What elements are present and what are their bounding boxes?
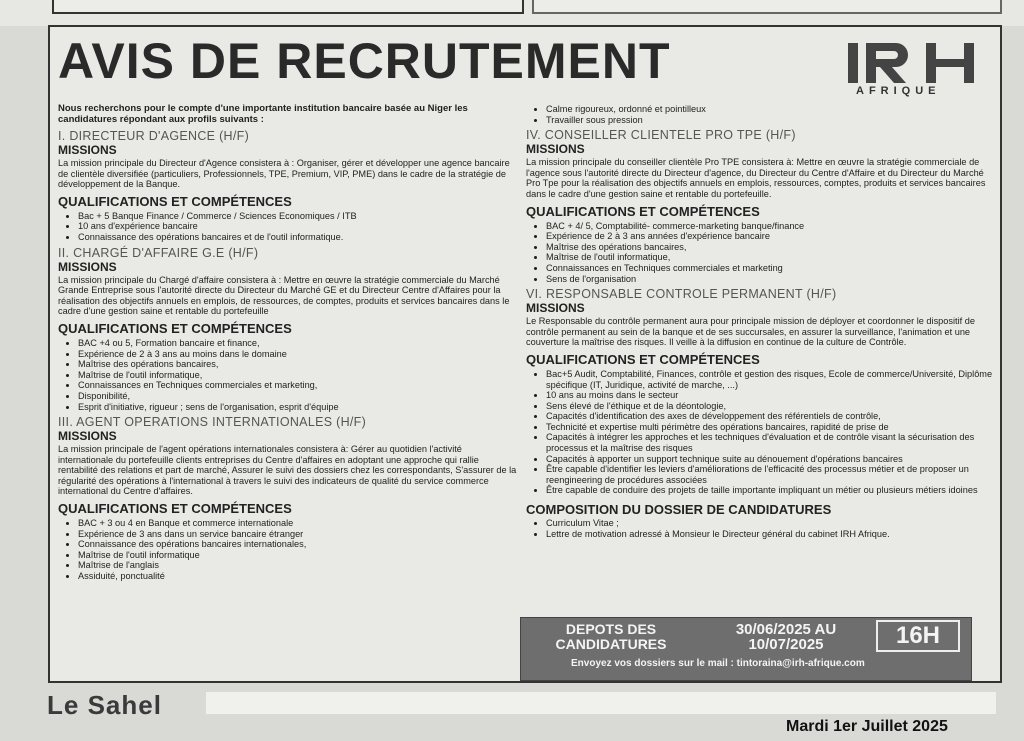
missions-text: La mission principale du Chargé d'affaire consistera à : Mettre en œuvre la stratégie commerciale du Marché Grande Entreprise sous l'autorité directe du Directeur du Marché GE et du Directeur Centre d'Affaires pour la réalisation des objectifs annuels en emplois, de ressources, de comptes, produits et services bancaires dans le cadre d'une gestion saine et rentable du portefeuille [58, 274, 510, 317]
deposit-banner [520, 617, 972, 681]
adjacent-ad-box-left [52, 0, 524, 14]
list-item: • Maîtrise de l'outil informatique, [546, 252, 996, 263]
qualifications-list [58, 518, 518, 582]
missions-heading: MISSIONS [58, 259, 117, 274]
list-item: • Maîtrise de l'outil informatique [78, 550, 518, 561]
deposit-label: DEPOTS DES CANDIDATURES [555, 621, 667, 652]
list-item: • Curriculum Vitae ; [546, 518, 996, 529]
list-item: • Connaissances en Techniques commerciales et marketing, [78, 380, 518, 391]
missions-heading: MISSIONS [526, 142, 585, 157]
list-item: • Capacités à intégrer les approches et les techniques d'évaluation et de contrôle visant la sécurisation des processus et la maîtrise des risques [546, 432, 996, 453]
section-responsable-controle [526, 287, 996, 496]
qualifications-heading: QUALIFICATIONS ET COMPÉTENCES [58, 320, 292, 336]
list-item: • Travailler sous pression [546, 115, 996, 126]
qualifications-heading: QUALIFICATIONS ET COMPÉTENCES [58, 193, 292, 209]
list-item: • Maîtrise des opérations bancaires, [546, 242, 996, 253]
list-item: • Sens élevé de l'éthique et de la déontologie, [546, 401, 996, 412]
list-item: • 10 ans au moins dans le secteur [546, 390, 996, 401]
list-item: • 10 ans d'expérience bancaire [78, 221, 518, 232]
composition-heading: COMPOSITION DU DOSSIER DE CANDIDATURES [526, 502, 832, 518]
list-item: • Connaissance des opérations bancaires internationales, [78, 539, 518, 550]
list-item: • Bac+5 Audit, Comptabilité, Finances, contrôle et gestion des risques, Ecole de commerce/Université, Diplôme spécifique (IT, Juridique, activité de marche, ...) [546, 369, 996, 390]
adjacent-ad-box-right [532, 0, 1002, 14]
section-charge-affaire [58, 246, 518, 413]
issue-date: Mardi 1er Juillet 2025 [786, 718, 948, 735]
list-item: • Maîtrise des opérations bancaires, [78, 359, 518, 370]
qualifications-list [58, 338, 518, 412]
qualifications-list [526, 221, 996, 285]
section-title: VI. RESPONSABLE CONTROLE PERMANENT (H/F) [526, 287, 837, 302]
list-item: • Capacités à apporter un support technique suite au dénouement d'opérations bancaires [546, 454, 996, 465]
missions-text: La mission principale de l'agent opérations internationales consistera à: Gérer au quotidien l'activité internationale du portefeuille clients entreprises du Centre d'affaires en adoptant une approche qui rallie rentabilité des relations et part de marché, Assurer le suivi des dossiers chez les correspondants, S'assurer de la régularité des opérations à l'international à travers le suivi des indicateurs de qualité du service commerce international du Centre d'affaires. [58, 444, 517, 497]
missions-text: La mission principale du conseiller clientèle Pro TPE consistera à: Mettre en œuvre la stratégie commerciale de l'agence sous l'autorité directe du Directeur d'agence, du Directeur du Centre d'Affaire et du Directeur du Marché Pro Tpe pour la réalisation des objectifs annuels en emplois, ressources, comptes, produits et services bancaires dans le cadre d'une gestion saine et rentable du portefeuille. [526, 157, 986, 199]
list-item: • Expérience de 3 ans dans un service bancaire étranger [78, 529, 518, 540]
carryover-qualifications-list [526, 104, 996, 125]
logo-subtitle: AFRIQUE [856, 85, 941, 97]
section-agent-operations [58, 415, 518, 582]
irh-logo-mark [846, 41, 996, 85]
list-item: • Disponibilité, [78, 391, 518, 402]
list-item: • BAC +4 ou 5, Formation bancaire et finance, [78, 338, 518, 349]
list-item: • Technicité et expertise multi périmètre des opérations bancaires, rapidité de prise de [546, 422, 996, 433]
intro-text: Nous recherchons pour le compte d'une importante institution bancaire basée au Niger les candidatures répondant aux profils suivants : [58, 103, 468, 125]
composition-list [526, 518, 996, 539]
section-title: IV. CONSEILLER CLIENTELE PRO TPE (H/F) [526, 128, 796, 143]
list-item: • Être capable d'identifier les leviers d'améliorations de l'efficacité des processus métier et de proposer un reengineering de procédures associées [546, 464, 996, 485]
list-item: • Maîtrise de l'anglais [78, 560, 518, 571]
section-title: I. DIRECTEUR D'AGENCE (H/F) [58, 129, 250, 143]
missions-heading: MISSIONS [58, 429, 117, 444]
list-item: • Expérience de 2 à 3 ans années d'expérience bancaire [546, 231, 996, 242]
list-item: • Connaissances en Techniques commerciales et marketing [546, 263, 996, 274]
list-item: • Bac + 5 Banque Finance / Commerce / Sciences Economiques / ITB [78, 211, 518, 222]
right-column [526, 103, 996, 542]
list-item: • BAC + 3 ou 4 en Banque et commerce internationale [78, 518, 518, 529]
list-item: • Assiduité, ponctualité [78, 571, 518, 582]
list-item: • Calme rigoureux, ordonné et pointilleux [546, 104, 996, 115]
list-item: • Expérience de 2 à 3 ans au moins dans le domaine [78, 349, 518, 360]
missions-heading: MISSIONS [58, 143, 117, 157]
qualifications-list [58, 211, 518, 243]
list-item: • Lettre de motivation adressé à Monsieur le Directeur général du cabinet IRH Afrique. [546, 529, 996, 540]
list-item: • Connaissance des opérations bancaires et de l'outil informatique. [78, 232, 518, 243]
list-item: • BAC + 4/ 5, Comptabilité- commerce-marketing banque/finance [546, 221, 996, 232]
list-item: • Capacités d'identification des axes de développement des référentiels de contrôle, [546, 411, 996, 422]
section-title: II. CHARGÉ D'AFFAIRE G.E (H/F) [58, 245, 259, 260]
deposit-mail: Envoyez vos dossiers sur le mail : tintoraina@irh-afrique.com [571, 658, 865, 669]
recruitment-ad [48, 25, 1002, 683]
qualifications-list [526, 369, 996, 496]
newspaper-name: Le Sahel [47, 690, 162, 720]
missions-text: La mission principale du Directeur d'Agence consistera à : Organiser, gérer et développer une agence bancaire de clientèle diversifiée (particuliers, Professionnels, TPE, Premium, VIP, PME) dans le cadre de la stratégie de développement de la Banque. [58, 158, 510, 190]
qualifications-heading: QUALIFICATIONS ET COMPÉTENCES [526, 351, 760, 367]
list-item: • Esprit d'initiative, rigueur ; sens de l'organisation, esprit d'équipe [78, 402, 518, 413]
irh-logo [836, 39, 996, 99]
section-title: III. AGENT OPERATIONS INTERNATIONALES (H/F) [58, 415, 367, 430]
list-item: • Être capable de conduire des projets de taille importante impliquant un métier ou plusieurs métiers idoines [546, 485, 996, 496]
ad-title: AVIS DE RECRUTEMENT [58, 33, 671, 89]
missions-text: Le Responsable du contrôle permanent aura pour principale mission de déployer et coordonner le dispositif de contrôle permanent au sein de la banque et de ses succursales, en assurer la surveillance, l'animation et une couverture la maîtrise des risques. Il veille à la diffusion en continue de la culture de Contrôle. [526, 316, 975, 348]
section-directeur-agence [58, 129, 518, 243]
left-column [58, 103, 518, 585]
qualifications-heading: QUALIFICATIONS ET COMPÉTENCES [58, 501, 292, 517]
qualifications-heading: QUALIFICATIONS ET COMPÉTENCES [526, 203, 760, 219]
missions-heading: MISSIONS [526, 301, 585, 316]
footer-strip [206, 692, 996, 714]
list-item: • Maîtrise de l'outil informatique, [78, 370, 518, 381]
list-item: • Sens de l'organisation [546, 274, 996, 285]
section-conseiller-clientele [526, 128, 996, 284]
deposit-hour: 16H [876, 620, 960, 652]
deposit-dates: 30/06/2025 AU 10/07/2025 [735, 621, 837, 653]
